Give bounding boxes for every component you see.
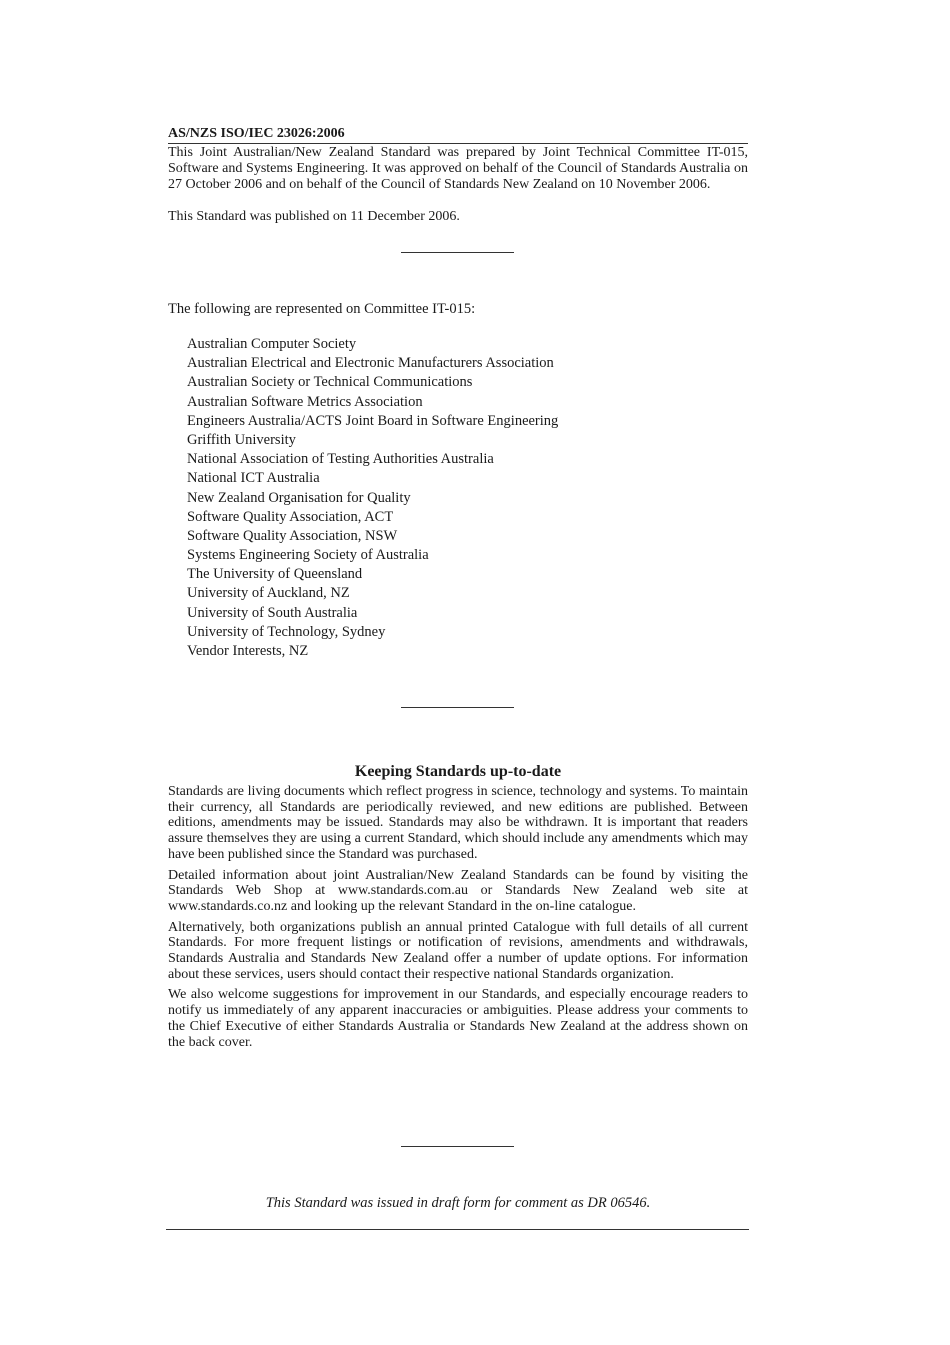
list-item: University of South Australia bbox=[187, 604, 358, 621]
section-divider bbox=[401, 707, 514, 708]
list-item: Software Quality Association, ACT bbox=[187, 508, 394, 525]
draft-note: This Standard was issued in draft form for comment as DR 06546. bbox=[265, 1195, 651, 1211]
header-rule bbox=[168, 143, 748, 144]
body-paragraph: Alternatively, both organizations publish an annual printed Catalogue with full details of all current Standards. For more frequent listings or notification of revisions, amendments and withdrawals, Standards Australia and Standards New Zealand offer a number of update options. For information about these services, users should contact their respective national Standards organization. bbox=[168, 919, 748, 982]
section-divider bbox=[401, 252, 514, 253]
list-item: Software Quality Association, NSW bbox=[187, 527, 398, 544]
list-item: Australian Electrical and Electronic Manufacturers Association bbox=[187, 355, 554, 372]
list-item: The University of Queensland bbox=[187, 566, 363, 583]
list-item: Australian Software Metrics Association bbox=[187, 393, 423, 410]
standard-number: AS/NZS ISO/IEC 23026:2006 bbox=[168, 126, 345, 141]
body-paragraph: Standards are living documents which reflect progress in science, technology and systems. To maintain their currency, all Standards are periodically reviewed, and new editions are published. Between editions, amendments may be issued. Standards may also be withdrawn. It is important that readers assure themselves they are using a current Standard, which should include any amendments which may have been published since the Standard was purchased. bbox=[168, 784, 748, 862]
list-item: Vendor Interests, NZ bbox=[187, 643, 309, 659]
publication-date-line: This Standard was published on 11 December 2006. bbox=[168, 209, 460, 224]
committee-member-list bbox=[187, 335, 558, 661]
list-item: University of Auckland, NZ bbox=[187, 585, 350, 602]
list-item: University of Technology, Sydney bbox=[187, 623, 386, 640]
section-heading: Keeping Standards up-to-date bbox=[354, 763, 562, 780]
list-item: New Zealand Organisation for Quality bbox=[187, 489, 411, 506]
list-item: Griffith University bbox=[187, 431, 296, 448]
keeping-up-to-date-body bbox=[168, 784, 748, 1055]
committee-intro: The following are represented on Committee IT-015: bbox=[168, 301, 476, 317]
list-item: National ICT Australia bbox=[187, 470, 320, 487]
list-item: Australian Society or Technical Communications bbox=[187, 374, 473, 391]
list-item: National Association of Testing Authorities Australia bbox=[187, 451, 494, 468]
footer-rule bbox=[166, 1229, 749, 1230]
body-paragraph: We also welcome suggestions for improvement in our Standards, and especially encourage readers to notify us immediately of any apparent inaccuracies or ambiguities. Please address your comments to the Chief Executive of either Standards Australia or Standards New Zealand at the address shown on the back cover. bbox=[168, 987, 748, 1050]
body-paragraph: Detailed information about joint Australian/New Zealand Standards can be found by visiting the Standards Web Shop at www.standards.com.au or Standards New Zealand web site at www.standards.co.nz and looking up the relevant Standard in the on-line catalogue. bbox=[168, 867, 748, 914]
list-item: Australian Computer Society bbox=[187, 336, 357, 352]
section-divider bbox=[401, 1146, 514, 1147]
preparation-paragraph: This Joint Australian/New Zealand Standard was prepared by Joint Technical Committee IT-015, Software and Systems Engineering. It was approved on behalf of the Council of Standards Australia on 27 October 2006 and on behalf of the Council of Standards New Zealand on 10 November 2006. bbox=[168, 145, 748, 192]
list-item: Engineers Australia/ACTS Joint Board in Software Engineering bbox=[187, 412, 559, 429]
list-item: Systems Engineering Society of Australia bbox=[187, 547, 429, 564]
